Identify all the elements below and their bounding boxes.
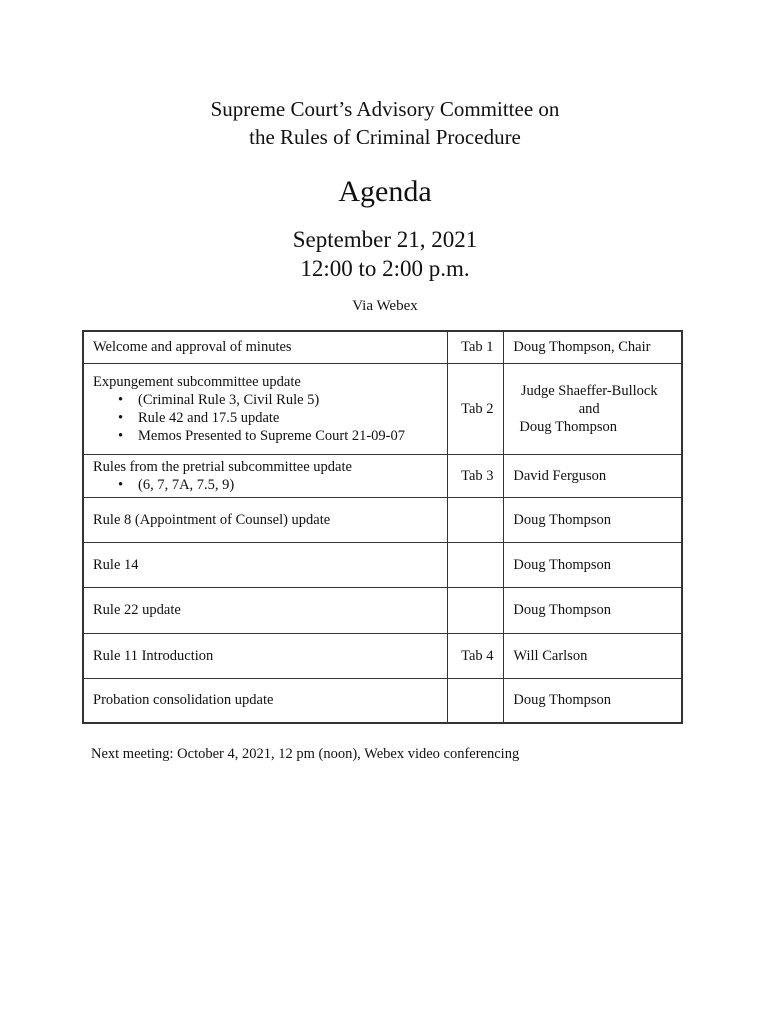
agenda-title: Agenda bbox=[338, 175, 432, 208]
agenda-subitem: • (6, 7, 7A, 7.5, 9) bbox=[118, 476, 441, 494]
agenda-presenter bbox=[504, 454, 682, 497]
agenda-topic bbox=[83, 587, 448, 633]
agenda-row bbox=[83, 331, 682, 363]
agenda-tab: Tab 1 bbox=[448, 331, 504, 363]
agenda-row bbox=[83, 678, 682, 723]
agenda-subitem: • Memos Presented to Supreme Court 21-09-07 bbox=[118, 427, 441, 445]
agenda-table bbox=[82, 330, 683, 724]
agenda-subitems bbox=[93, 476, 441, 494]
committee-name-line-1: Supreme Court’s Advisory Committee on bbox=[210, 97, 560, 121]
agenda-tab bbox=[448, 678, 504, 723]
agenda-topic bbox=[83, 497, 448, 542]
agenda-topic-label: Welcome and approval of minutes bbox=[93, 339, 292, 356]
agenda-tab: Tab 4 bbox=[448, 633, 504, 678]
agenda-topic-label: Rule 11 Introduction bbox=[93, 647, 214, 664]
agenda-row bbox=[83, 497, 682, 542]
presenter-name: Doug Thompson bbox=[513, 511, 612, 528]
agenda-row bbox=[83, 587, 682, 633]
agenda-presenter bbox=[504, 587, 682, 633]
agenda-topic-label: Probation consolidation update bbox=[93, 692, 274, 709]
committee-name bbox=[0, 95, 770, 151]
agenda-row bbox=[83, 363, 682, 454]
next-meeting-note: Next meeting: October 4, 2021, 12 pm (noon), Webex video conferencing bbox=[91, 746, 520, 762]
presenter-names bbox=[513, 382, 675, 436]
agenda-tab bbox=[448, 497, 504, 542]
agenda-topic-label: Expungement subcommittee update bbox=[93, 373, 301, 390]
agenda-presenter bbox=[504, 331, 682, 363]
meeting-time: 12:00 to 2:00 p.m. bbox=[300, 256, 470, 281]
agenda-tab: Tab 2 bbox=[448, 363, 504, 454]
presenter-name: Will Carlson bbox=[513, 647, 588, 664]
agenda-topic bbox=[83, 633, 448, 678]
agenda-topic bbox=[83, 678, 448, 723]
agenda-topic bbox=[83, 331, 448, 363]
presenter-name: Doug Thompson bbox=[513, 602, 612, 618]
presenter-name: David Ferguson bbox=[513, 467, 607, 484]
agenda-subitems bbox=[93, 391, 441, 445]
agenda-topic bbox=[83, 363, 448, 454]
agenda-topic bbox=[83, 542, 448, 587]
meeting-date: September 21, 2021 bbox=[292, 227, 478, 252]
agenda-tab: Tab 3 bbox=[448, 454, 504, 497]
presenter-name: Doug Thompson, Chair bbox=[513, 339, 651, 356]
presenter-name: Judge Shaeffer-Bullock bbox=[520, 382, 658, 399]
agenda-topic-label: Rule 14 bbox=[93, 556, 139, 573]
presenter-name: Doug Thompson bbox=[519, 418, 618, 435]
meeting-venue: Via Webex bbox=[352, 298, 418, 314]
agenda-presenter bbox=[504, 542, 682, 587]
agenda-row bbox=[83, 454, 682, 497]
agenda-presenter bbox=[504, 633, 682, 678]
agenda-topic bbox=[83, 454, 448, 497]
agenda-topic-label: Rule 8 (Appointment of Counsel) update bbox=[93, 511, 331, 528]
agenda-tab bbox=[448, 542, 504, 587]
agenda-row bbox=[83, 633, 682, 678]
agenda-presenter bbox=[504, 678, 682, 723]
agenda-topic-label: Rule 22 update bbox=[93, 602, 181, 618]
agenda-presenter bbox=[504, 363, 682, 454]
agenda-subitem: • Rule 42 and 17.5 update bbox=[118, 409, 441, 427]
agenda-subitem: • (Criminal Rule 3, Civil Rule 5) bbox=[118, 391, 441, 409]
presenter-name: Doug Thompson bbox=[513, 556, 612, 573]
agenda-topic-label: Rules from the pretrial subcommittee update bbox=[93, 458, 352, 475]
presenter-name: Doug Thompson bbox=[513, 692, 612, 709]
agenda-tab bbox=[448, 587, 504, 633]
agenda-presenter bbox=[504, 497, 682, 542]
presenter-conjunction: and bbox=[578, 400, 600, 417]
agenda-row bbox=[83, 542, 682, 587]
committee-name-line-2: the Rules of Criminal Procedure bbox=[249, 125, 521, 149]
